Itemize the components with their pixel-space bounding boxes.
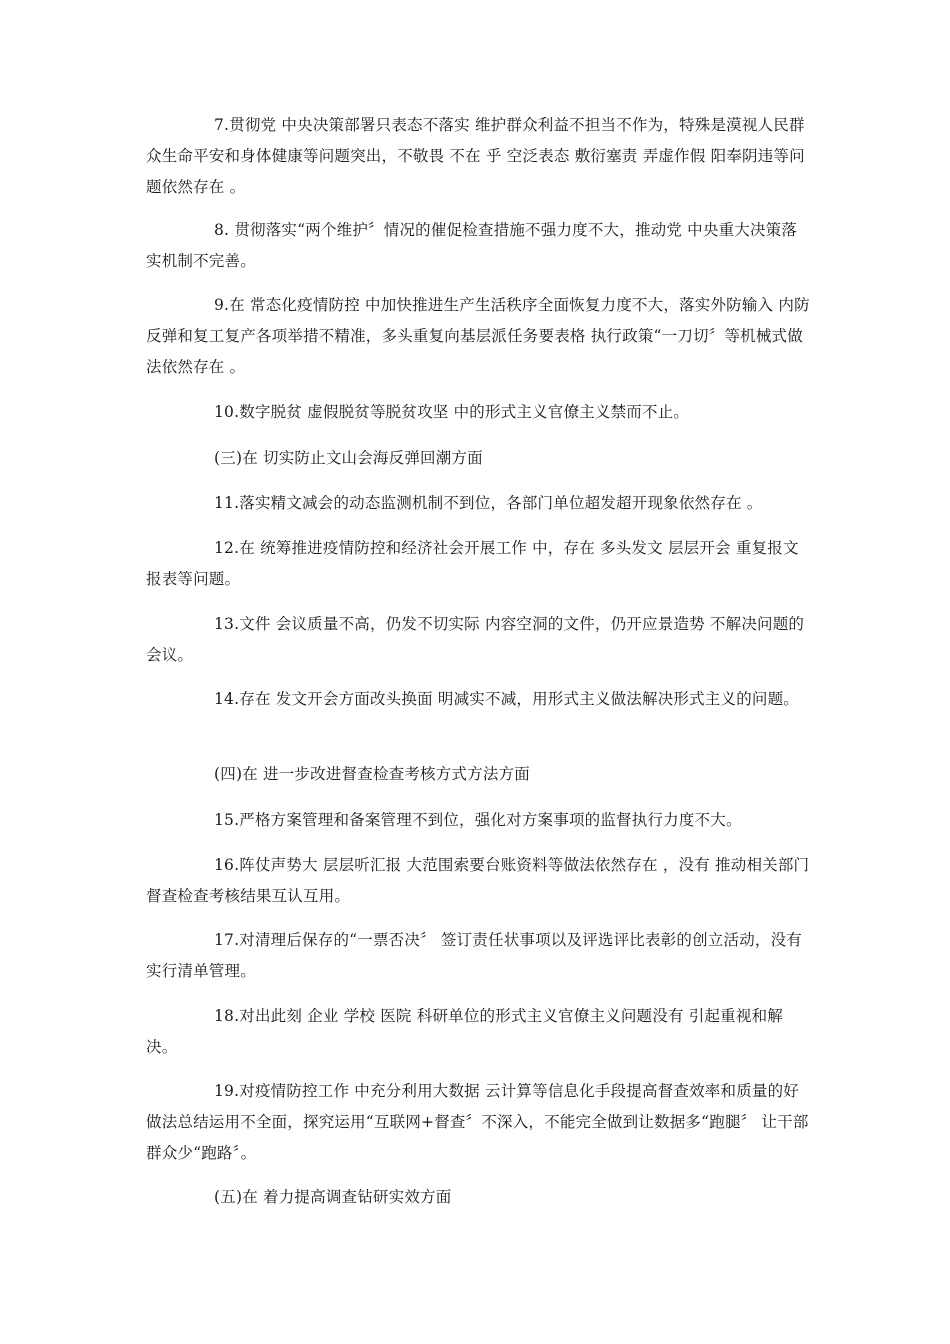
paragraph-item-16: 16.阵仗声势大 层层听汇报 大范围索要台账资料等做法依然存在 ，没有 推动相关部门督查检查考核结果互认互用。 [146, 856, 810, 905]
paragraph-item-12: 12.在 统筹推进疫情防控和经济社会开展工作 中，存在 多头发文 层层开会 重复报文报表等问题。 [146, 539, 799, 588]
section-heading-3: (三)在 切实防止文山会海反弹回潮方面 [214, 449, 483, 467]
paragraph-item-14: 14.存在 发文开会方面改头换面 明减实不减，用形式主义做法解决形式主义的问题。 [214, 690, 800, 708]
paragraph-item-15: 15.严格方案管理和备案管理不到位，强化对方案事项的监督执行力度不大。 [214, 811, 742, 829]
paragraph-item-9: 9.在 常态化疫情防控 中加快推进生产生活秩序全面恢复力度不大，落实外防输入 内防反弹和复工复产各项举措不精准，多头重复向基层派任务要表格 执行政策“一刀切〞等机械式做法依然存在 。 [146, 296, 810, 376]
section-heading-5: (五)在 着力提高调查钻研实效方面 [214, 1188, 452, 1206]
section-heading-4: (四)在 进一步改进督查检查考核方式方法方面 [214, 765, 530, 783]
paragraph-item-18: 18.对出此刻 企业 学校 医院 科研单位的形式主义官僚主义问题没有 引起重视和解决。 [146, 1007, 783, 1056]
paragraph-item-8: 8. 贯彻落实“两个维护〞情况的催促检查措施不强力度不大，推动党 中央重大决策落实机制不完善。 [146, 221, 798, 270]
paragraph-item-11: 11.落实精文减会的动态监测机制不到位，各部门单位超发超开现象依然存在 。 [214, 494, 763, 512]
paragraph-item-17: 17.对清理后保存的“一票否决〞 签订责任状事项以及评选评比表彰的创立活动，没有 实行清单管理。 [146, 931, 803, 980]
paragraph-item-7: 7.贯彻党 中央决策部署只表态不落实 维护群众利益不担当不作为，特殊是漠视人民群众生命平安和身体健康等问题突出，不敬畏 不在 乎 空泛表态 敷衍塞责 弄虚作假 阳奉阴违等问题依然存在 。 [146, 116, 805, 196]
paragraph-item-19: 19.对疫情防控工作 中充分利用大数据 云计算等信息化手段提高督查效率和质量的好做法总结运用不全面，探究运用“互联网+督查〞不深入，不能完全做到让数据多“跑腿〞 让干部群众少“跑路〞。 [146, 1082, 809, 1162]
paragraph-item-10: 10.数字脱贫 虚假脱贫等脱贫攻坚 中的形式主义官僚主义禁而不止。 [214, 403, 690, 421]
paragraph-item-13: 13.文件 会议质量不高，仍发不切实际 内容空洞的文件，仍开应景造势 不解决问题的会议。 [146, 615, 805, 664]
